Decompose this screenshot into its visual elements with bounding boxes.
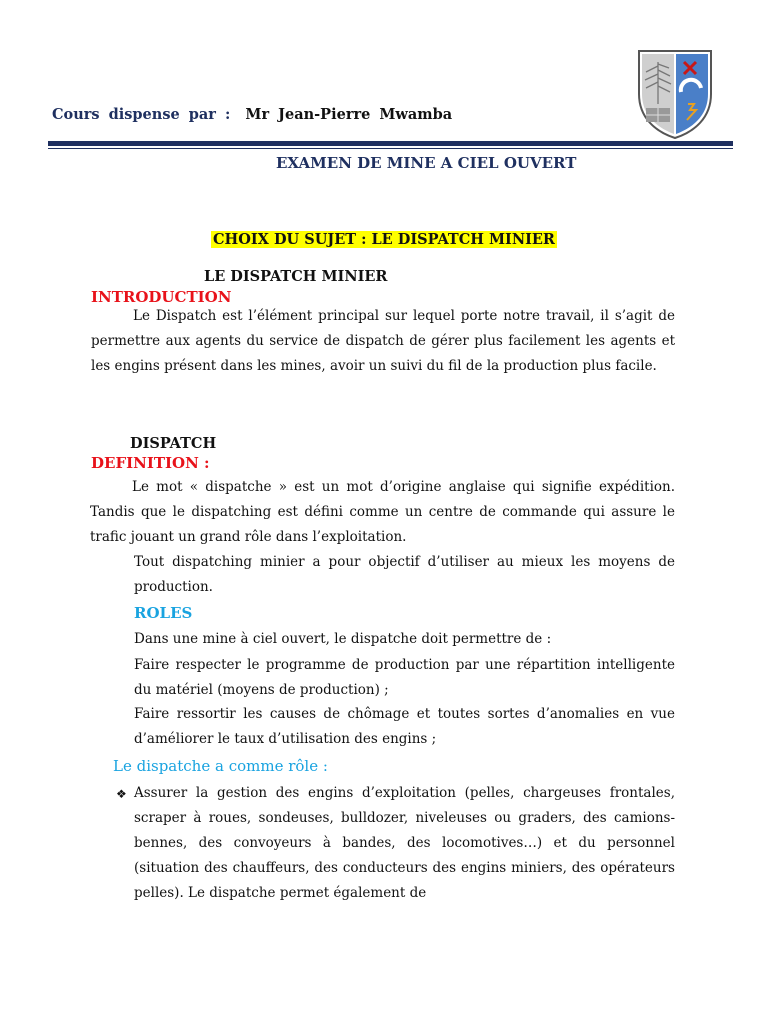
- roles-item-2: Faire ressortir les causes de chômage et toutes sortes d’anomalies en vue d’améliorer le taux d’utilisation des engins ;: [134, 706, 675, 747]
- course-instructor-line: [52, 106, 452, 123]
- main-heading: LE DISPATCH MINIER: [204, 268, 388, 285]
- role-subheading: Le dispatche a comme rôle :: [113, 757, 328, 775]
- roles-intro: Dans une mine à ciel ouvert, le dispatche doit permettre de :: [134, 631, 552, 647]
- dispatch-heading: DISPATCH: [130, 435, 217, 452]
- role-bullet-text: Assurer la gestion des engins d’exploitation (pelles, chargeuses frontales, scraper à roues, sondeuses, bulldozer, niveleuses ou graders, des camions-bennes, des convoyeurs à bandes, des locomotives…) et du personnel (situation des chauffeurs, des conducteurs des engins miniers, des opérateurs pelles). Le dispatche permet également de: [134, 785, 675, 901]
- definition-text: Le mot « dispatche » est un mot d’origine anglaise qui signifie expédition. Tandis que le dispatching est défini comme un centre de commande qui assure le trafic jouant un grand rôle dans l’exploitation.: [90, 479, 675, 545]
- instructor-name: Mr Jean-Pierre Mwamba: [245, 106, 453, 123]
- roles-heading: ROLES: [134, 604, 193, 622]
- university-crest-icon: [636, 48, 714, 140]
- roles-item-1: Faire respecter le programme de production par une répartition intelligente du matériel (moyens de production) ;: [134, 657, 675, 698]
- introduction-heading: INTRODUCTION: [91, 288, 232, 306]
- header-rule: [48, 141, 733, 146]
- subject-title: CHOIX DU SUJET : LE DISPATCH MINIER: [213, 231, 555, 248]
- definition-paragraph: [90, 475, 675, 550]
- header-rule-thin: [48, 148, 733, 149]
- objective-paragraph: Tout dispatching minier a pour objectif d’utiliser au mieux les moyens de production.: [134, 554, 675, 595]
- definition-heading: DEFINITION :: [91, 454, 210, 472]
- course-label: Cours dispense par :: [52, 106, 231, 123]
- exam-title: EXAMEN DE MINE A CIEL OUVERT: [276, 154, 577, 172]
- introduction-text: Le Dispatch est l’élément principal sur lequel porte notre travail, il s’agit de permettre aux agents du service de dispatch de gérer plus facilement les agents et les engins présent dans les mines, avoir un suivi du fil de la production plus facile.: [91, 308, 675, 374]
- introduction-paragraph: [91, 304, 675, 379]
- diamond-bullet-icon: ❖: [116, 787, 127, 801]
